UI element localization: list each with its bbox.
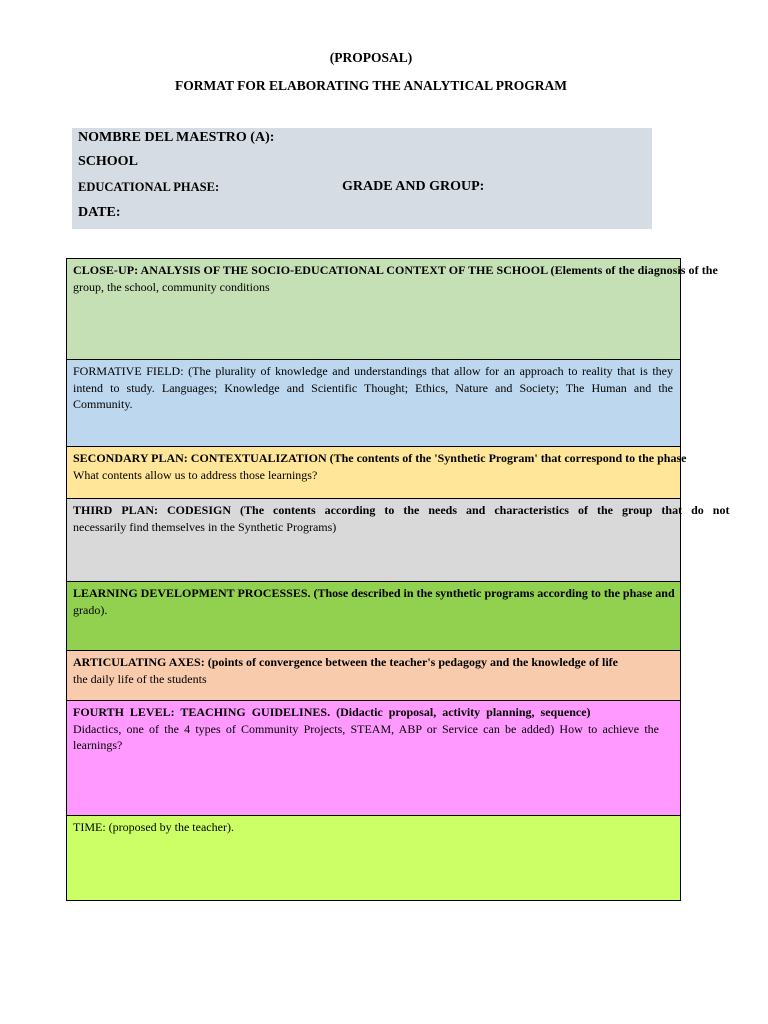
formative-field-row bbox=[67, 359, 680, 446]
articulating-axes-text: the daily life of the students bbox=[73, 671, 207, 686]
close-up-text: group, the school, community conditions bbox=[73, 279, 270, 294]
learning-development-row bbox=[67, 581, 680, 650]
third-plan-row bbox=[67, 498, 730, 581]
learning-development-text: grado). bbox=[73, 602, 108, 617]
third-plan-text: necessarily find themselves in the Synthetic Programs) bbox=[73, 519, 337, 534]
secondary-plan-text: What contents allow us to address those learnings? bbox=[73, 467, 318, 482]
teaching-guidelines-heading: FOURTH LEVEL: TEACHING GUIDELINES. (Didactic proposal, activity planning, sequence) bbox=[73, 705, 591, 719]
teacher-info-box bbox=[72, 128, 652, 229]
school-label: SCHOOL bbox=[78, 154, 138, 169]
time-text: TIME: (proposed by the teacher). bbox=[73, 820, 234, 834]
analytical-program-table bbox=[66, 258, 730, 901]
secondary-plan-row bbox=[67, 446, 687, 498]
document-title: FORMAT FOR ELABORATING THE ANALYTICAL PROGRAM bbox=[175, 78, 567, 93]
time-row bbox=[67, 815, 680, 900]
proposal-label: (PROPOSAL) bbox=[329, 50, 413, 65]
date-label: DATE: bbox=[78, 205, 121, 220]
third-plan-heading: THIRD PLAN: CODESIGN (The contents according to the needs and characteristics of the group that do not bbox=[73, 503, 730, 517]
grade-group-label: GRADE AND GROUP: bbox=[342, 179, 485, 194]
articulating-axes-heading: ARTICULATING AXES: (points of convergence between the teacher's pedagogy and the knowledge of life bbox=[73, 655, 618, 669]
articulating-axes-row bbox=[67, 650, 680, 700]
learning-development-heading: LEARNING DEVELOPMENT PROCESSES. (Those described in the synthetic programs according to the phase and bbox=[73, 586, 675, 600]
educational-phase-label: EDUCATIONAL PHASE: bbox=[78, 180, 220, 194]
formative-field-text: FORMATIVE FIELD: (The plurality of knowledge and understandings that allow for an approach to reality that is they intend to study. Languages; Knowledge and Scientific Thought; Ethics, Nature and Society; The Human and the Community. bbox=[73, 364, 673, 411]
secondary-plan-heading: SECONDARY PLAN: CONTEXTUALIZATION (The contents of the 'Synthetic Program' that correspond to the phase bbox=[73, 451, 687, 465]
teacher-name-label: NOMBRE DEL MAESTRO (A): bbox=[78, 130, 275, 145]
close-up-heading: CLOSE-UP: ANALYSIS OF THE SOCIO-EDUCATIONAL CONTEXT OF THE SCHOOL (Elements of the diagnosis of the bbox=[73, 263, 718, 277]
teaching-guidelines-row bbox=[67, 700, 680, 815]
teaching-guidelines-text: Didactics, one of the 4 types of Community Projects, STEAM, ABP or Service can be added) How to achieve the learnings? bbox=[73, 721, 659, 752]
close-up-row bbox=[67, 259, 718, 359]
